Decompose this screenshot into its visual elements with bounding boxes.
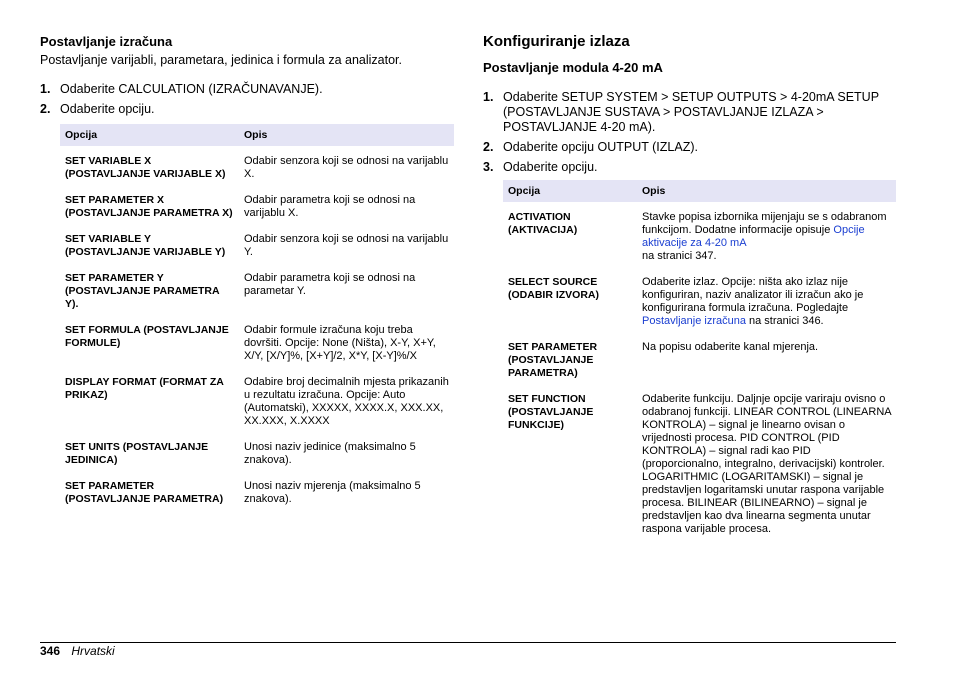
option-name: SET FUNCTION (POSTAVLJANJE FUNKCIJE) <box>508 393 594 431</box>
option-description: Na popisu odaberite kanal mjerenja. <box>642 341 819 353</box>
option-name: SET VARIABLE Y (POSTAVLJANJE VARIJABLE Y) <box>65 233 226 258</box>
option-name: SET PARAMETER Y (POSTAVLJANJE PARAMETRA Y). <box>65 272 220 310</box>
option-name: SET PARAMETER X (POSTAVLJANJE PARAMETRA X) <box>65 194 233 219</box>
page-reference: na stranici 346. <box>749 315 824 327</box>
table-row <box>503 267 896 332</box>
option-description: Odabir parametra koji se odnosi na varijablu X. <box>244 194 416 219</box>
step-item <box>483 140 896 155</box>
option-description <box>637 267 896 332</box>
table-header-row <box>503 180 896 202</box>
table-row <box>60 224 454 263</box>
option-name: SET UNITS (POSTAVLJANJE JEDINICA) <box>65 441 209 466</box>
step-text: Odaberite opciju. <box>503 160 598 174</box>
step-item <box>40 102 454 117</box>
table-row <box>60 367 454 432</box>
step-number: 3. <box>483 160 494 174</box>
option-name: SET VARIABLE X (POSTAVLJANJE VARIJABLE X) <box>65 155 226 180</box>
option-name: DISPLAY FORMAT (FORMAT ZA PRIKAZ) <box>65 376 224 401</box>
cross-reference-link[interactable]: Postavljanje izračuna <box>642 315 746 327</box>
column-header-option: Opcija <box>60 124 239 146</box>
column-header-description: Opis <box>239 124 454 146</box>
option-name: SELECT SOURCE (ODABIR IZVORA) <box>508 276 599 301</box>
table-row <box>503 202 896 267</box>
output-options-table <box>503 180 896 540</box>
option-description: Unosi naziv jedinice (maksimalno 5 znakova). <box>244 441 416 466</box>
step-text: Odaberite SETUP SYSTEM > SETUP OUTPUTS > 4-20mA SETUP (POSTAVLJANJE SUSTAVA > POSTAVLJANJE IZLAZA > POSTAVLJANJE 4-20 mA). <box>503 90 879 134</box>
option-description: Odabire broj decimalnih mjesta prikazanih u rezultatu izračuna. Opcije: Auto (Automatski), XXXXX, XXXX.X, XXX.XX, XX.XXX, X.XXXX <box>244 376 449 427</box>
option-description: Odabir parametra koji se odnosi na parametar Y. <box>244 272 416 297</box>
column-header-option: Opcija <box>503 180 637 202</box>
step-text: Odaberite opciju. <box>60 102 155 116</box>
table-row <box>60 185 454 224</box>
option-description <box>637 202 896 267</box>
section-heading-outputs: Konfiguriranje izlaza <box>483 33 630 50</box>
step-number: 1. <box>40 82 51 96</box>
step-item <box>483 90 896 135</box>
step-item <box>40 82 454 97</box>
option-name: SET PARAMETER (POSTAVLJANJE PARAMETRA) <box>508 341 598 379</box>
footer-language: Hrvatski <box>71 644 115 658</box>
option-name: ACTIVATION (AKTIVACIJA) <box>508 211 578 236</box>
page-footer <box>40 644 115 658</box>
option-name: SET FORMULA (POSTAVLJANJE FORMULE) <box>65 324 229 349</box>
subsection-heading-4-20ma: Postavljanje modula 4-20 mA <box>483 60 663 75</box>
step-number: 2. <box>40 102 51 116</box>
section-intro: Postavljanje varijabli, parametara, jedinica i formula za analizator. <box>40 53 402 67</box>
cross-reference-link[interactable]: Opcije aktivacije za 4-20 mA <box>642 224 865 249</box>
steps-list <box>483 90 896 180</box>
description-text: Odaberite izlaz. Opcije: ništa ako izlaz nije konfiguriran, naziv analizator ili izračun ako je konfigurirana formula izračuna. Pogledajte <box>642 276 864 314</box>
table-row <box>503 332 896 384</box>
option-description: Odabir formule izračuna koju treba dovršiti. Opcije: None (Ništa), X-Y, X+Y, X/Y, [X/Y]%, [X+Y]/2, X*Y, [X-Y]%/X <box>244 324 436 362</box>
table-row <box>60 263 454 315</box>
steps-list <box>40 82 454 122</box>
step-text: Odaberite CALCULATION (IZRAČUNAVANJE). <box>60 82 323 96</box>
option-description: Odaberite funkciju. Daljnje opcije variraju ovisno o odabranoj funkciji. LINEAR CONTROL (LINEARNA KONTROLA) – signal je linearno ovisan o vrijednosti procesa. PID CONTROL (PID KONTROLA) – signal radi kao PID (proporcionalno, integralno, derivacijski) kontroler. LOGARITHMIC (LOGARITAMSKI) – signal je predstavljen logaritamski unutar raspona varijable procesa. BILINEAR (BILINEARNO) – signal je predstavljen kao dva linearna segmenta unutar raspona varijable procesa. <box>642 393 892 535</box>
step-item <box>483 160 896 175</box>
table-row <box>60 432 454 471</box>
column-header-description: Opis <box>637 180 896 202</box>
calculation-options-table <box>60 124 454 510</box>
table-row <box>60 315 454 367</box>
option-name: SET PARAMETER (POSTAVLJANJE PARAMETRA) <box>65 480 224 505</box>
page-reference: na stranici 347. <box>642 250 717 262</box>
section-heading-calculation: Postavljanje izračuna <box>40 34 173 49</box>
table-header-row <box>60 124 454 146</box>
option-description: Odabir senzora koji se odnosi na varijablu Y. <box>244 233 449 258</box>
footer-rule <box>40 642 896 643</box>
table-row <box>60 471 454 510</box>
step-number: 1. <box>483 90 494 104</box>
table-row <box>503 384 896 540</box>
step-text: Odaberite opciju OUTPUT (IZLAZ). <box>503 140 698 154</box>
table-row <box>60 146 454 185</box>
page-number: 346 <box>40 644 61 658</box>
step-number: 2. <box>483 140 494 154</box>
description-text: Stavke popisa izbornika mijenjaju se s odabranom funkcijom. Dodatne informacije opisuje <box>642 211 887 236</box>
option-description: Odabir senzora koji se odnosi na varijablu X. <box>244 155 449 180</box>
option-description: Unosi naziv mjerenja (maksimalno 5 znakova). <box>244 480 421 505</box>
